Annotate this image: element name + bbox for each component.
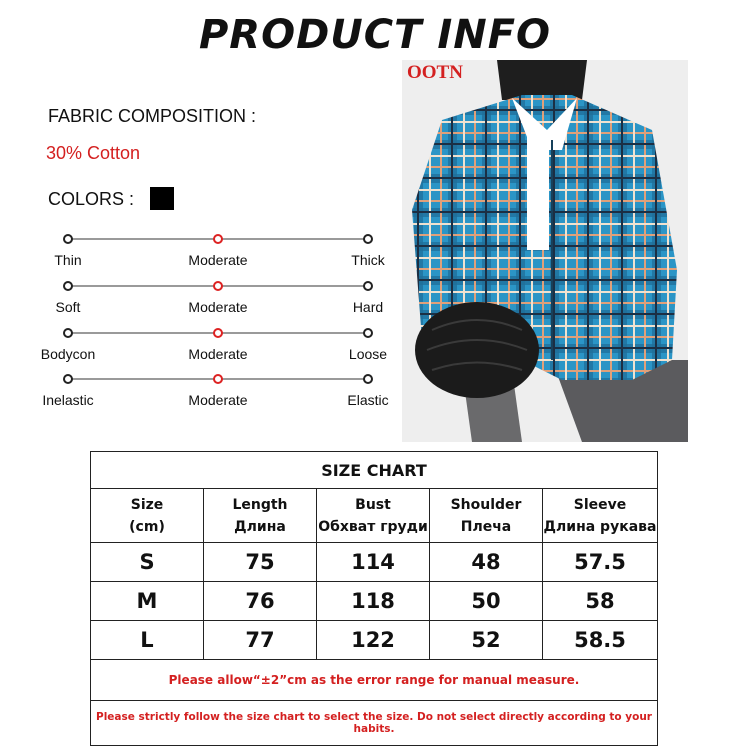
scale-dot-right — [363, 328, 373, 338]
colors-label: COLORS : — [48, 189, 135, 209]
scale-dot-selected — [213, 328, 223, 338]
cell-bust: 118 — [317, 582, 430, 621]
fabric-composition-label: FABRIC COMPOSITION : — [48, 106, 257, 126]
cell-shoulder: 52 — [430, 621, 543, 660]
scale-label-left: Bodycon — [40, 346, 96, 362]
page-title: PRODUCT INFO — [198, 12, 552, 58]
header-length — [204, 489, 317, 543]
table-row — [91, 582, 658, 621]
size-chart-table — [90, 451, 658, 746]
cell-length: 75 — [204, 543, 317, 582]
cell-sleeve: 58.5 — [543, 621, 658, 660]
cell-length: 77 — [204, 621, 317, 660]
scale-dot-right — [363, 234, 373, 244]
cell-shoulder: 48 — [430, 543, 543, 582]
header-line1: Size — [130, 496, 164, 513]
cell-bust: 122 — [317, 621, 430, 660]
scale-dot-left — [63, 281, 73, 291]
header-shoulder — [430, 489, 543, 543]
header-line2: Длина — [234, 518, 286, 535]
size-chart-title-row — [91, 452, 658, 489]
scale-dot-selected — [213, 281, 223, 291]
measurement-error-note: Please allow“±2”cm as the error range for manual measure. — [91, 660, 658, 701]
header-line2: Плеча — [460, 518, 512, 535]
header-bust — [317, 489, 430, 543]
scale-label-middle: Moderate — [188, 252, 248, 268]
cell-sleeve: 58 — [543, 582, 658, 621]
brand-watermark: OOTN — [407, 62, 463, 83]
cell-size: S — [91, 543, 204, 582]
scale-label-right: Elastic — [347, 392, 389, 408]
table-row — [91, 543, 658, 582]
header-sleeve — [543, 489, 658, 543]
header-line1: Length — [232, 496, 288, 513]
header-line1: Bust — [355, 496, 391, 513]
size-selection-note: Please strictly follow the size chart to select the size. Do not select directly according to your habits. — [91, 701, 658, 746]
fabric-composition-value: 30% Cotton — [46, 143, 141, 163]
color-swatch-black[interactable] — [150, 187, 174, 210]
scale-dot-left — [63, 328, 73, 338]
fit-scale — [30, 326, 400, 366]
size-chart-title: SIZE CHART — [91, 452, 658, 489]
cell-size: L — [91, 621, 204, 660]
scale-label-left: Inelastic — [42, 392, 94, 408]
cell-shoulder: 50 — [430, 582, 543, 621]
cell-sleeve: 57.5 — [543, 543, 658, 582]
scale-dot-selected — [213, 374, 223, 384]
cell-size: M — [91, 582, 204, 621]
note-row-2 — [91, 701, 658, 746]
note-row — [91, 660, 658, 701]
scale-label-right: Hard — [352, 299, 384, 315]
scale-dot-right — [363, 281, 373, 291]
table-header-row — [91, 489, 658, 543]
header-line2: Длина рукава — [543, 518, 657, 535]
scale-label-left: Thin — [54, 252, 82, 268]
header-size — [91, 489, 204, 543]
scale-label-right: Loose — [348, 346, 388, 362]
softness-scale — [30, 279, 400, 319]
scale-dot-left — [63, 374, 73, 384]
cell-bust: 114 — [317, 543, 430, 582]
header-line1: Sleeve — [573, 496, 627, 513]
scale-label-right: Thick — [351, 252, 385, 268]
product-illustration — [402, 60, 688, 442]
scale-dot-left — [63, 234, 73, 244]
elasticity-scale — [30, 372, 400, 412]
scale-dot-selected — [213, 234, 223, 244]
thickness-scale — [30, 232, 400, 272]
scale-label-middle: Moderate — [188, 392, 248, 408]
scale-label-middle: Moderate — [188, 346, 248, 362]
product-photo — [402, 60, 688, 442]
table-row — [91, 621, 658, 660]
header-line1: Shoulder — [450, 496, 522, 513]
header-line2: (cm) — [129, 518, 165, 535]
scale-dot-right — [363, 374, 373, 384]
scale-label-middle: Moderate — [188, 299, 248, 315]
header-line2: Обхват груди — [318, 518, 428, 535]
cell-length: 76 — [204, 582, 317, 621]
scale-label-left: Soft — [55, 299, 81, 315]
